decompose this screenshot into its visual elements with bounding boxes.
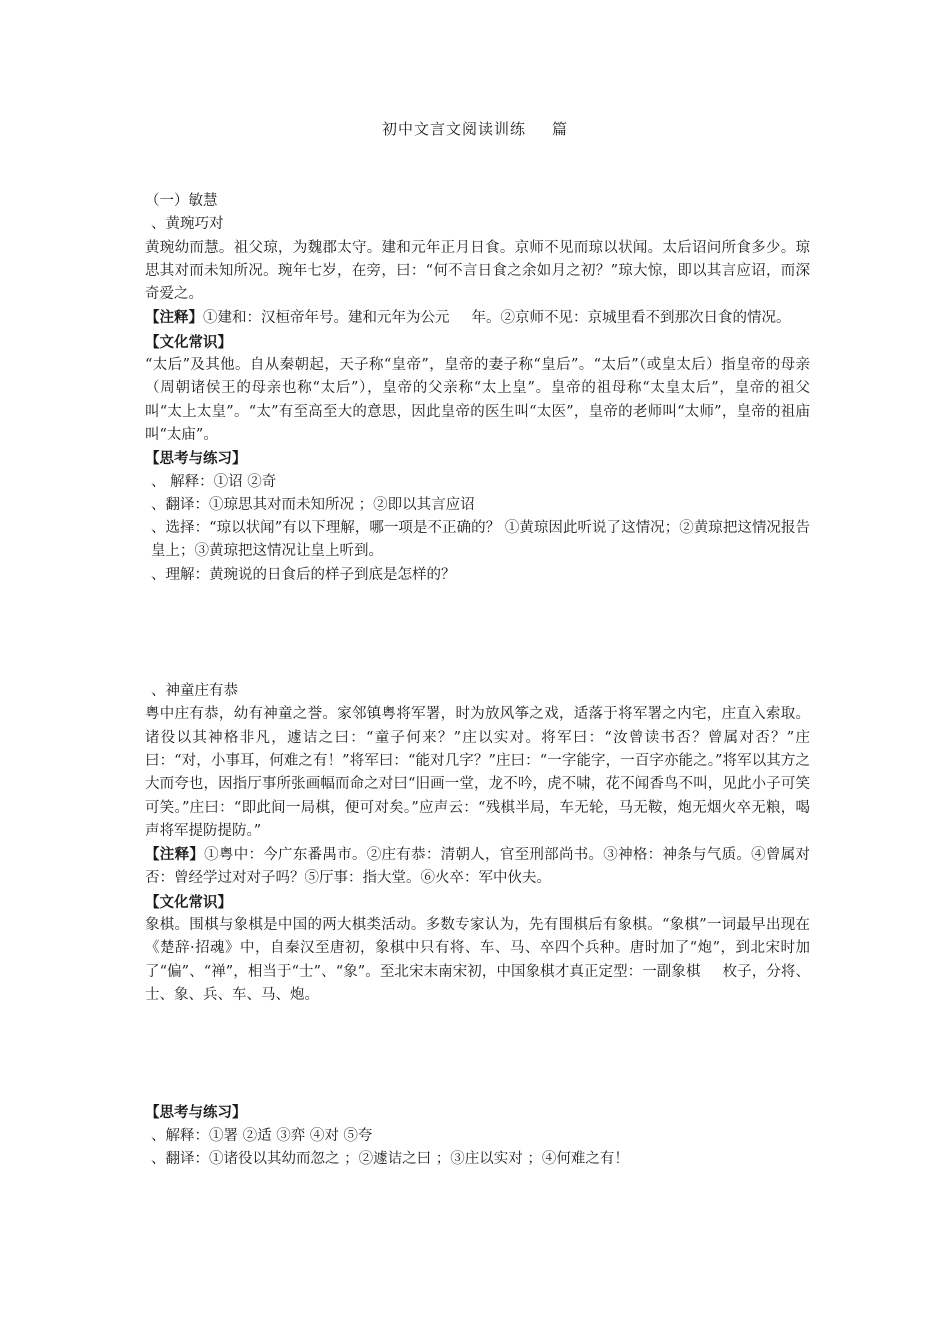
exercise-question: 、选择：“琼以状闻”有以下理解，哪一项是不正确的？ ①黄琼因此听说了这情况；②黄琼把这情况报告皇上；③黄琼把这情况让皇上听到。 bbox=[151, 520, 810, 560]
notes-label: 【注释】 bbox=[145, 846, 205, 864]
exercise-label: 【思考与练习】 bbox=[145, 1104, 247, 1122]
document-body bbox=[145, 190, 810, 1171]
blank-space bbox=[145, 1007, 810, 1101]
story-text: 黄琬幼而慧。祖父琼，为魏郡太守。建和元年正月日食。京师不见而琼以状闻。太后诏问所食多少。琼思其对而未知所况。琬年七岁，在旁，曰：“何不言日食之余如月之初？”琼大惊，即以其言应诏，而深奇爱之。 bbox=[145, 239, 810, 303]
story-text: 粤中庄有恭，幼有神童之誉。家邻镇粤将军署，时为放风筝之戏，适落于将军署之内宅，庄直入索取。诸役以其神格非凡，遽诘之曰：“童子何来？”庄以实对。将军曰：“汝曾读书否？曾属对否？”庄曰：“对，小事耳，何难之有！”将军曰：“能对几字？”庄曰：“一字能字，一百字亦能之。”将军以其方之大而夸也，因指厅事所张画幅而命之对曰“旧画一堂，龙不吟，虎不啸，花不闻香鸟不叫，见此小子可笑可笑。”庄曰：“即此间一局棋，便可对矣。”应声云：“残棋半局，车无轮，马无鞍，炮无烟火卒无粮，喝声将军提防提防。” bbox=[145, 706, 810, 839]
culture-text: “太后”及其他。自从秦朝起，天子称“皇帝”，皇帝的妻子称“皇后”。“太后”（或皇太后）指皇帝的母亲（周朝诸侯王的母亲也称“太后”），皇帝的父亲称“太上皇”。皇帝的祖母称“太皇太后”，皇帝的祖父叫“太上太皇”。“太”有至高至大的意思，因此皇帝的医生叫“太医”，皇帝的老师叫“太师”，皇帝的祖庙叫“太庙”。 bbox=[145, 357, 810, 443]
story-title: 、黄琬巧对 bbox=[151, 216, 224, 233]
notes-paragraph bbox=[145, 306, 810, 330]
culture-text-b: 枚子，分将、士、象、兵、车、马、炮。 bbox=[145, 963, 810, 1003]
title-suffix: 篇 bbox=[552, 120, 569, 138]
exercise-question: 、翻译：①诸役以其幼而忽之 ；②遽诘之曰 ；③庄以实对 ；④何难之有！ bbox=[151, 1150, 629, 1167]
culture-label: 【文化常识】 bbox=[145, 893, 232, 911]
culture-text-a: 象棋。围棋与象棋是中国的两大棋类活动。多数专家认为，先有围棋后有象棋。“象棋”一词最早出现在《楚辞·招魂》中，自秦汉至唐初，象棋中只有将、车、马、卒四个兵种。唐时加了“炮”，到北宋时加了“偏”、“禅”，相当于“士”、“象”。至北宋末南宋初，中国象棋才真正定型：一副象棋 bbox=[145, 917, 810, 980]
notes-text-a: ①建和：汉桓帝年号。建和元年为公元 bbox=[203, 310, 450, 327]
exercise-question: 、解释：①署 ②适 ③弈 ④对 ⑤夸 bbox=[151, 1127, 373, 1144]
blank-space bbox=[145, 587, 810, 680]
notes-text: ①粤中：今广东番禺市。②庄有恭：清朝人，官至刑部尚书。③神格：神条与气质。④曾属对否：曾经学过对对子吗？⑤厅事：指大堂。⑥火卒：军中伙夫。 bbox=[145, 847, 811, 887]
exercise-question: 、翻译：①琼思其对而未知所况 ；②即以其言应诏 bbox=[151, 496, 475, 513]
exercise-question: 、理解：黄琬说的日食后的样子到底是怎样的？ bbox=[151, 566, 456, 583]
culture-label: 【文化常识】 bbox=[145, 333, 232, 351]
story-title: 、神童庄有恭 bbox=[151, 683, 238, 700]
notes-label: 【注释】 bbox=[145, 309, 203, 327]
notes-paragraph bbox=[145, 843, 810, 891]
notes-text-b: 年。②京师不见：京城里看不到那次日食的情况。 bbox=[471, 310, 791, 327]
exercise-question: 、 解释：①诏 ②奇 bbox=[151, 473, 277, 490]
culture-text bbox=[145, 914, 810, 1007]
page-title bbox=[0, 118, 950, 139]
title-text: 初中文言文阅读训练 bbox=[381, 120, 526, 138]
section-heading: （一）敏慧 bbox=[145, 193, 218, 209]
exercise-label: 【思考与练习】 bbox=[145, 450, 247, 468]
